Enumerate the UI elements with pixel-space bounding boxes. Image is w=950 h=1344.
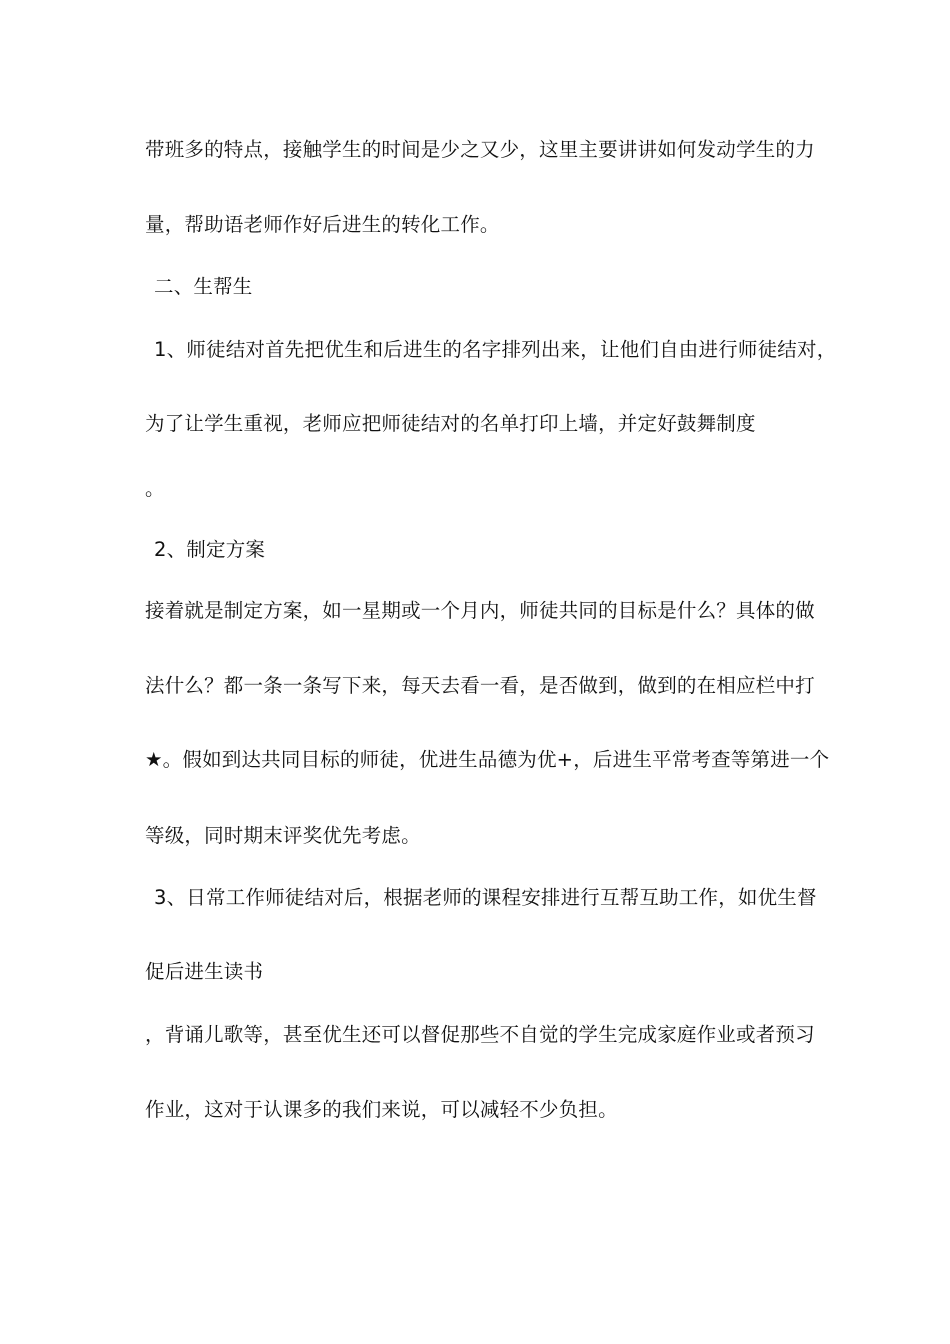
body-line: ★。假如到达共同目标的师徒，优进生品德为优+，后进生平常考查等第进一个 — [145, 748, 830, 771]
body-line: 量，帮助语老师作好后进生的转化工作。 — [145, 213, 500, 236]
subsection-heading: 2、制定方案 — [154, 538, 266, 561]
body-line: ，背诵儿歌等，甚至优生还可以督促那些不自觉的学生完成家庭作业或者预习 — [145, 1023, 815, 1046]
section-heading: 二、生帮生 — [154, 275, 253, 298]
body-line: 接着就是制定方案，如一星期或一个月内，师徒共同的目标是什么？具体的做 — [145, 599, 815, 622]
body-line: 1、师徒结对首先把优生和后进生的名字排列出来，让他们自由进行师徒结对， — [154, 338, 837, 361]
body-line: 3、日常工作师徒结对后，根据老师的课程安排进行互帮互助工作，如优生督 — [154, 886, 817, 909]
body-line: 作业，这对于认课多的我们来说，可以减轻不少负担。 — [145, 1098, 618, 1121]
body-line: 。 — [145, 477, 165, 500]
body-line: 法什么？都一条一条写下来，每天去看一看，是否做到，做到的在相应栏中打 — [145, 674, 815, 697]
body-line: 带班多的特点，接触学生的时间是少之又少，这里主要讲讲如何发动学生的力 — [145, 138, 815, 161]
body-line: 为了让学生重视，老师应把师徒结对的名单打印上墙，并定好鼓舞制度 — [145, 412, 756, 435]
body-line: 等级，同时期末评奖优先考虑。 — [145, 824, 421, 847]
body-line: 促后进生读书 — [145, 960, 264, 983]
